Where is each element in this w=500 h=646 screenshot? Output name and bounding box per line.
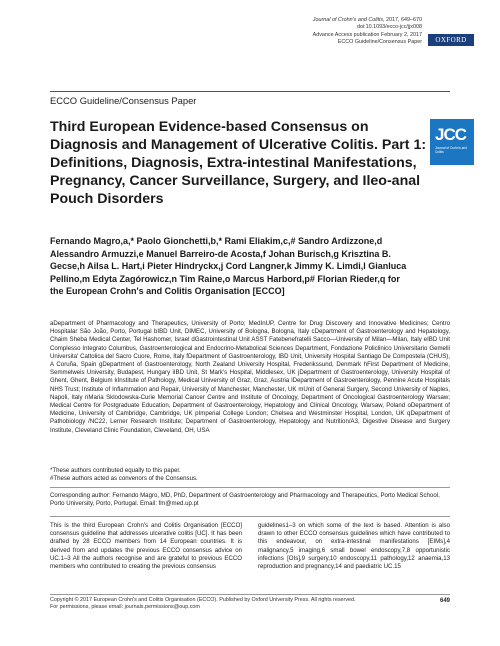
author-list: Fernando Magro,a,* Paolo Gionchetti,b,* Rami Eliakim,c,# Sandro Ardizzone,d Alessandro Armuzzi,e Manuel Barreiro-de Acosta,f Johan Burisch,g Krisztina B. Gecse,h Ailsa L. Hart,i Pieter Hindryckx,j Cord Langner,k Jimmy K. Limdi,l Gianluca Pellino,m Edyta Zagórowicz,n Tim Raine,o Marcus Harbord,p# Florian Rieder,q for the European Crohn's and Colitis Organisation [ECCO] bbox=[50, 236, 407, 296]
header-divider bbox=[50, 91, 450, 92]
equal-contribution-note: *These authors contributed equally to this paper. bbox=[50, 467, 181, 474]
copyright-block bbox=[50, 597, 410, 612]
journal-citation bbox=[222, 17, 422, 24]
author-notes bbox=[50, 467, 450, 483]
permissions-line: For permissions, please email: journals.permissions@oup.com bbox=[50, 604, 200, 611]
footer-divider bbox=[50, 594, 450, 595]
journal-info bbox=[222, 17, 422, 47]
body-divider bbox=[50, 516, 450, 517]
journal-doi[interactable]: doi:10.1093/ecco-jcc/jjx008 bbox=[356, 24, 422, 31]
jcc-logo bbox=[430, 119, 474, 165]
notes-divider bbox=[50, 487, 450, 488]
journal-paper-type: ECCO Guideline/Consensus Paper bbox=[337, 39, 422, 46]
section-label: ECCO Guideline/Consensus Paper bbox=[50, 95, 197, 106]
oxford-logo: OXFORD bbox=[428, 34, 474, 46]
jcc-logo-text: JCC bbox=[435, 125, 467, 144]
article-title: Third European Evidence-based Consensus on Diagnosis and Management of Ulcerative Colitis. Part 1: Definitions, Diagnosis, Extra-intestinal Manifestations, Pregnancy, Cancer Surveillance, Surgery, and Ileo-anal Pouch Disorders bbox=[50, 119, 427, 207]
journal-volume-pages: , 2017, 649–670 bbox=[383, 17, 422, 23]
convenors-note: #These authors acted as convenors of the Consensus. bbox=[50, 475, 198, 483]
journal-name: Journal of Crohn's and Colitis bbox=[312, 17, 384, 23]
corresponding-author: Corresponding author: Fernando Magro, MD, PhD, Department of Gastroenterology and Pharmacology and Therapeutics, Porto Medical School, Porto University, Porto, Portugal. Email: fm@med.up.pt bbox=[50, 492, 440, 508]
advance-access: Advance Access publication February 2, 2017 bbox=[312, 31, 422, 38]
copyright-line: Copyright © 2017 European Crohn's and Colitis Organisation (ECCO). Published by Oxford University Press. All rights reserved. bbox=[50, 597, 356, 603]
body-column-right: guidelines1–3 on which some of the text is based. Attention is also drawn to other ECCO consensus guidelines which have contributed to this endeavour, on extra-intestinal manifestations [EIMs],4 malignancy,5 imaging,6 small bowel endoscopy,7,8 opportunistic infections [OIs],9 surgery,10 endoscopy,11 pathology,12 anaemia,13 reproduction and pregnancy,14 and paediatric UC.15 bbox=[258, 522, 450, 571]
page-number: 649 bbox=[439, 598, 450, 604]
jcc-logo-subtitle: Journal of Crohn's and Colitis bbox=[435, 146, 467, 154]
affiliations: aDepartment of Pharmacology and Therapeutics, University of Porto; MedInUP, Centre for Drug Discovery and Innovative Medicines; Centro Hospitalar São João, Porto, Portugal bIBD Unit, DIMEC, University of Bologna, Bologna, Italy cDepartment of Gastroenterology and Hepatology, Chaim Sheba Medical Center, Tel Hashomer, Israel dGastrointestinal Unit ASST Fatebenefratelli Sacco—University of Milan—Milan, Italy eIBD Unit Complesso Integrato Columbus, Gastroenterological and Endocrino-Metabolical Sciences Department, Fondazione Policlinico Universitario Gemelli Universita' Cattolica del Sacro Cuore, Rome, Italy fDepartment of Gastroenterology, IBD Unit, University Hospital Santiago De Compostela (CHUS), A Coruña, Spain gDepartment of Gastroenterology, North Zealand University Hospital, Frederikssund, Denmark hFirst Department of Medicine, Semmelweis University, Budapest, Hungary iIBD Unit, St Mark's Hospital, Middlesex, UK jDepartment of Gastroenterology, University Hospital of Ghent, Ghent, Belgium kInstitute of Pathology, Medical University of Graz, Graz, Austria lDepartment of Gastroenterology, Pennine Acute Hospitals NHS Trust; Institute of Inflammation and Repair, University of Manchester, Manchester, UK mUnit of General Surgery, Second University of Naples, Napoli, Italy nMaria Sklodowska-Curie Memorial Cancer Centre and Institute of Oncology, Department of Oncological Gastroenterology Warsaw; Medical Centre for Postgraduate Education, Department of Gastroenterology, Hepatology and Clinical Oncology, Warsaw, Poland oDepartment of Medicine, University of Cambridge, Cambridge, UK pImperial College London; Chelsea and Westminster Hospital, London, UK qDepartment of Pathobiology /NC22, Lerner Research Institute; Department of Gastroenterology, Hepatology and Nutrition/A3, Digestive Disease and Surgery Institute, Cleveland Clinic Foundation, Cleveland, OH, USA bbox=[50, 320, 450, 434]
body-column-left: This is the third European Crohn's and Colitis Organisation [ECCO] consensus guideline that addresses ulcerative colitis [UC]. It has been drafted by 28 ECCO members from 14 European countries. It is derived from and updates the previous ECCO consensus advice on UC.1–3 All the authors recognise and are grateful to previous ECCO members who contributed to creating the previous consensus bbox=[50, 522, 242, 571]
